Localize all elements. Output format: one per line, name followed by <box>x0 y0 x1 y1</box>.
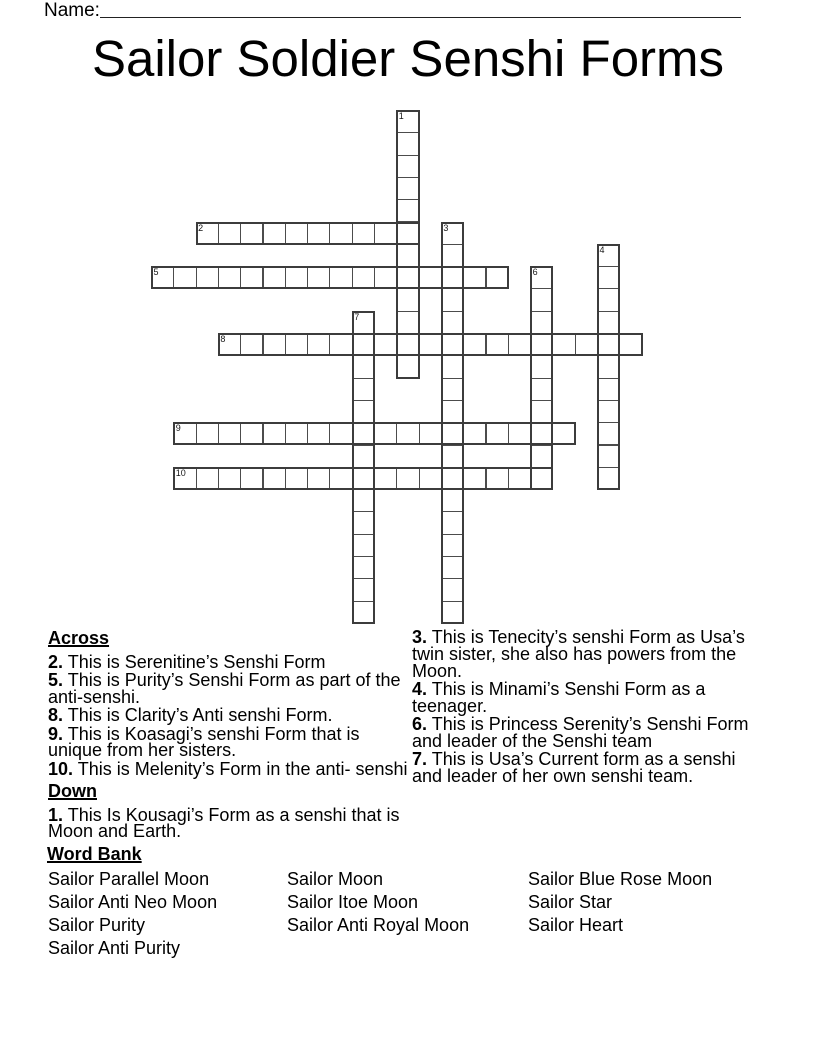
grid-cell[interactable] <box>352 378 375 401</box>
clue-number: 5. <box>48 670 64 691</box>
grid-cell[interactable] <box>285 467 308 490</box>
grid-cell[interactable] <box>396 422 419 445</box>
clue <box>48 804 413 842</box>
grid-cell[interactable] <box>352 222 375 245</box>
grid-cell[interactable] <box>419 467 442 490</box>
grid-cell[interactable] <box>352 445 375 468</box>
name-label: Name: <box>44 0 100 21</box>
grid-cell-number: 7 <box>354 311 360 322</box>
clue-text: This is Tenecity’s senshi Form as Usa’s twin sister, she also has powers from the Moon. <box>412 627 745 681</box>
grid-cell-number: 10 <box>175 467 186 478</box>
grid-cell[interactable] <box>396 155 419 178</box>
grid-cell[interactable] <box>218 422 241 445</box>
grid-cell[interactable] <box>218 333 241 356</box>
grid-cell[interactable] <box>441 489 464 512</box>
clue-number: 8. <box>48 705 64 726</box>
grid-cell[interactable] <box>396 288 419 311</box>
grid-cell[interactable] <box>552 333 575 356</box>
clue-text: This is Purity’s Senshi Form as part of the anti-senshi. <box>48 670 401 708</box>
grid-cell[interactable] <box>240 266 263 289</box>
grid-cell[interactable] <box>508 422 531 445</box>
clue-number: 1. <box>48 804 64 825</box>
grid-cell[interactable] <box>218 467 241 490</box>
grid-cell-number: 1 <box>398 111 404 121</box>
word-bank-item: Sailor Blue Rose Moon <box>528 869 713 889</box>
clue-text: This is Koasagi’s senshi Form that is unique from her sisters. <box>48 723 360 761</box>
grid-cell[interactable] <box>151 266 174 289</box>
grid-cell[interactable] <box>329 266 352 289</box>
grid-cell[interactable] <box>196 266 219 289</box>
grid-cell[interactable] <box>441 467 464 490</box>
grid-cell[interactable] <box>352 556 375 579</box>
clues-right-column <box>412 629 752 786</box>
grid-cell[interactable] <box>597 288 620 311</box>
grid-cell[interactable] <box>441 400 464 423</box>
grid-cell[interactable] <box>240 222 263 245</box>
grid-cell[interactable] <box>530 355 553 378</box>
grid-cell[interactable] <box>352 311 375 334</box>
grid-cell[interactable] <box>240 467 263 490</box>
grid-cell-number: 8 <box>220 334 226 344</box>
grid-cell[interactable] <box>441 244 464 267</box>
clue <box>412 678 752 716</box>
grid-cell[interactable] <box>486 467 509 490</box>
word-bank-item: Sailor Itoe Moon <box>287 891 419 912</box>
grid-cell[interactable] <box>396 355 419 378</box>
clue-text: This is Princess Serenity’s Senshi Form and leader of the Senshi team <box>412 713 749 751</box>
grid-cell[interactable] <box>597 355 620 378</box>
grid-cell[interactable] <box>597 244 620 267</box>
grid-cell[interactable] <box>263 422 286 445</box>
grid-cell[interactable] <box>441 445 464 468</box>
grid-cell[interactable] <box>597 311 620 334</box>
grid-cell[interactable] <box>218 222 241 245</box>
grid-cell[interactable] <box>463 333 486 356</box>
grid-cell[interactable] <box>329 422 352 445</box>
grid-cell[interactable] <box>374 266 397 289</box>
grid-cell[interactable] <box>352 422 375 445</box>
grid-cell[interactable] <box>329 222 352 245</box>
grid-cell[interactable] <box>307 222 330 245</box>
word-bank-item: Sailor Parallel Moon <box>48 869 210 889</box>
grid-cell[interactable] <box>486 422 509 445</box>
grid-cell[interactable] <box>441 333 464 356</box>
grid-cell[interactable] <box>508 333 531 356</box>
grid-cell[interactable] <box>374 222 397 245</box>
clues-left-column <box>48 629 413 842</box>
grid-cell[interactable] <box>530 445 553 468</box>
down-heading: Down <box>48 780 97 801</box>
grid-cell[interactable] <box>530 333 553 356</box>
grid-cell[interactable] <box>419 422 442 445</box>
grid-cell-number: 4 <box>599 244 605 255</box>
grid-cell[interactable] <box>329 467 352 490</box>
grid-cell[interactable] <box>441 511 464 534</box>
grid-cell[interactable] <box>508 467 531 490</box>
grid-cell[interactable] <box>530 467 553 490</box>
grid-cell[interactable] <box>530 266 553 289</box>
grid-cell[interactable] <box>374 333 397 356</box>
grid-cell[interactable] <box>419 333 442 356</box>
clue-number: 9. <box>48 723 64 744</box>
clue-number: 4. <box>412 678 428 699</box>
grid-cell[interactable] <box>396 110 419 133</box>
grid-cell[interactable] <box>597 467 620 490</box>
clue-number: 6. <box>412 713 428 734</box>
grid-cell[interactable] <box>441 222 464 245</box>
word-bank-item: Sailor Heart <box>528 914 624 935</box>
grid-cell[interactable] <box>396 199 419 222</box>
word-bank-item: Sailor Moon <box>287 869 384 889</box>
grid-cell[interactable] <box>196 467 219 490</box>
clue <box>48 672 413 706</box>
grid-cell-number: 2 <box>198 222 204 233</box>
grid-cell[interactable] <box>352 489 375 512</box>
grid-cell[interactable] <box>463 266 486 289</box>
grid-cell[interactable] <box>441 378 464 401</box>
grid-cell[interactable] <box>530 288 553 311</box>
grid-cell[interactable] <box>352 400 375 423</box>
grid-cell[interactable] <box>263 266 286 289</box>
grid-cell[interactable] <box>441 601 464 624</box>
grid-cell[interactable] <box>329 333 352 356</box>
grid-cell[interactable] <box>597 445 620 468</box>
grid-cell[interactable] <box>441 534 464 557</box>
grid-cell[interactable] <box>285 333 308 356</box>
grid-cell[interactable] <box>196 222 219 245</box>
clue-number: 2. <box>48 652 64 672</box>
grid-cell-number: 5 <box>153 267 159 278</box>
clue <box>412 629 752 679</box>
word-bank-column <box>528 868 712 937</box>
grid-cell[interactable] <box>396 132 419 155</box>
grid-cell[interactable] <box>597 333 620 356</box>
grid-cell[interactable] <box>597 378 620 401</box>
grid-cell[interactable] <box>352 355 375 378</box>
name-input-line[interactable] <box>100 0 741 18</box>
grid-cell[interactable] <box>441 266 464 289</box>
grid-cell[interactable] <box>396 467 419 490</box>
clue-number: 10. <box>48 758 74 779</box>
clue-text: This is Serenitine’s Senshi Form <box>67 652 326 672</box>
grid-cell-number: 3 <box>443 222 449 233</box>
clue <box>412 751 752 785</box>
grid-cell[interactable] <box>530 422 553 445</box>
page-title: Sailor Soldier Senshi Forms <box>91 30 725 87</box>
word-bank-item: Sailor Anti Purity <box>48 937 181 958</box>
word-bank-heading: Word Bank <box>47 844 142 864</box>
grid-cell[interactable] <box>307 467 330 490</box>
grid-cell[interactable] <box>218 266 241 289</box>
grid-cell[interactable] <box>396 333 419 356</box>
grid-cell[interactable] <box>597 422 620 445</box>
clue <box>48 654 413 671</box>
grid-cell[interactable] <box>352 511 375 534</box>
clue-number: 7. <box>412 749 428 770</box>
grid-cell[interactable] <box>441 311 464 334</box>
word-bank-item: Sailor Anti Royal Moon <box>287 914 470 935</box>
clue <box>412 713 752 751</box>
grid-cell[interactable] <box>285 266 308 289</box>
grid-cell[interactable] <box>619 333 642 356</box>
grid-cell[interactable] <box>352 333 375 356</box>
grid-cell[interactable] <box>240 333 263 356</box>
grid-cell[interactable] <box>374 422 397 445</box>
clue-text: This is Minami’s Senshi Form as a teenager. <box>412 678 706 716</box>
grid-cell[interactable] <box>396 222 419 245</box>
grid-cell[interactable] <box>352 601 375 624</box>
grid-cell[interactable] <box>396 177 419 200</box>
word-bank-item: Sailor Purity <box>48 914 146 935</box>
across-heading: Across <box>48 628 110 648</box>
grid-cell[interactable] <box>463 467 486 490</box>
word-bank-column <box>287 868 469 937</box>
grid-cell[interactable] <box>530 378 553 401</box>
grid-cell-number: 6 <box>532 267 538 278</box>
grid-cell[interactable] <box>441 355 464 378</box>
word-bank-item: Sailor Anti Neo Moon <box>48 891 218 912</box>
word-bank-item: Sailor Star <box>528 891 613 912</box>
clue <box>48 723 413 761</box>
grid-cell[interactable] <box>285 422 308 445</box>
grid-cell[interactable] <box>285 222 308 245</box>
grid-cell[interactable] <box>530 311 553 334</box>
clue-text: This is Clarity’s Anti senshi Form. <box>67 705 333 726</box>
grid-cell[interactable] <box>552 422 575 445</box>
grid-cell[interactable] <box>486 266 509 289</box>
grid-cell[interactable] <box>173 467 196 490</box>
grid-cell[interactable] <box>486 333 509 356</box>
grid-cell[interactable] <box>352 578 375 601</box>
grid-cell[interactable] <box>307 266 330 289</box>
grid-cell[interactable] <box>263 467 286 490</box>
grid-cell[interactable] <box>419 266 442 289</box>
grid-cell[interactable] <box>263 333 286 356</box>
grid-cell[interactable] <box>173 266 196 289</box>
grid-cell[interactable] <box>352 467 375 490</box>
grid-cell[interactable] <box>441 288 464 311</box>
grid-cell[interactable] <box>463 422 486 445</box>
clue-number: 3. <box>412 627 428 647</box>
clue-text: This Is Kousagi’s Form as a senshi that is Moon and Earth. <box>48 804 400 842</box>
grid-cell[interactable] <box>240 422 263 445</box>
clue-text: This is Usa’s Current form as a senshi and leader of her own senshi team. <box>412 749 736 786</box>
grid-cell[interactable] <box>374 467 397 490</box>
grid-cell[interactable] <box>263 222 286 245</box>
grid-cell[interactable] <box>196 422 219 445</box>
grid-cell[interactable] <box>441 422 464 445</box>
grid-cell[interactable] <box>396 244 419 267</box>
grid-cell[interactable] <box>396 311 419 334</box>
grid-cell[interactable] <box>441 578 464 601</box>
grid-cell[interactable] <box>597 266 620 289</box>
grid-cell[interactable] <box>173 422 196 445</box>
clue <box>48 758 413 779</box>
word-bank-column <box>48 868 217 960</box>
clue <box>48 707 413 724</box>
grid-cell-number: 9 <box>175 423 181 434</box>
grid-cell[interactable] <box>352 534 375 557</box>
grid-cell[interactable] <box>597 400 620 423</box>
grid-cell[interactable] <box>441 556 464 579</box>
grid-cell[interactable] <box>307 333 330 356</box>
grid-cell[interactable] <box>307 422 330 445</box>
clue-text: This is Melenity’s Form in the anti- senshi <box>77 758 408 779</box>
grid-cell[interactable] <box>396 266 419 289</box>
grid-cell[interactable] <box>352 266 375 289</box>
grid-cell[interactable] <box>575 333 598 356</box>
grid-cell[interactable] <box>530 400 553 423</box>
